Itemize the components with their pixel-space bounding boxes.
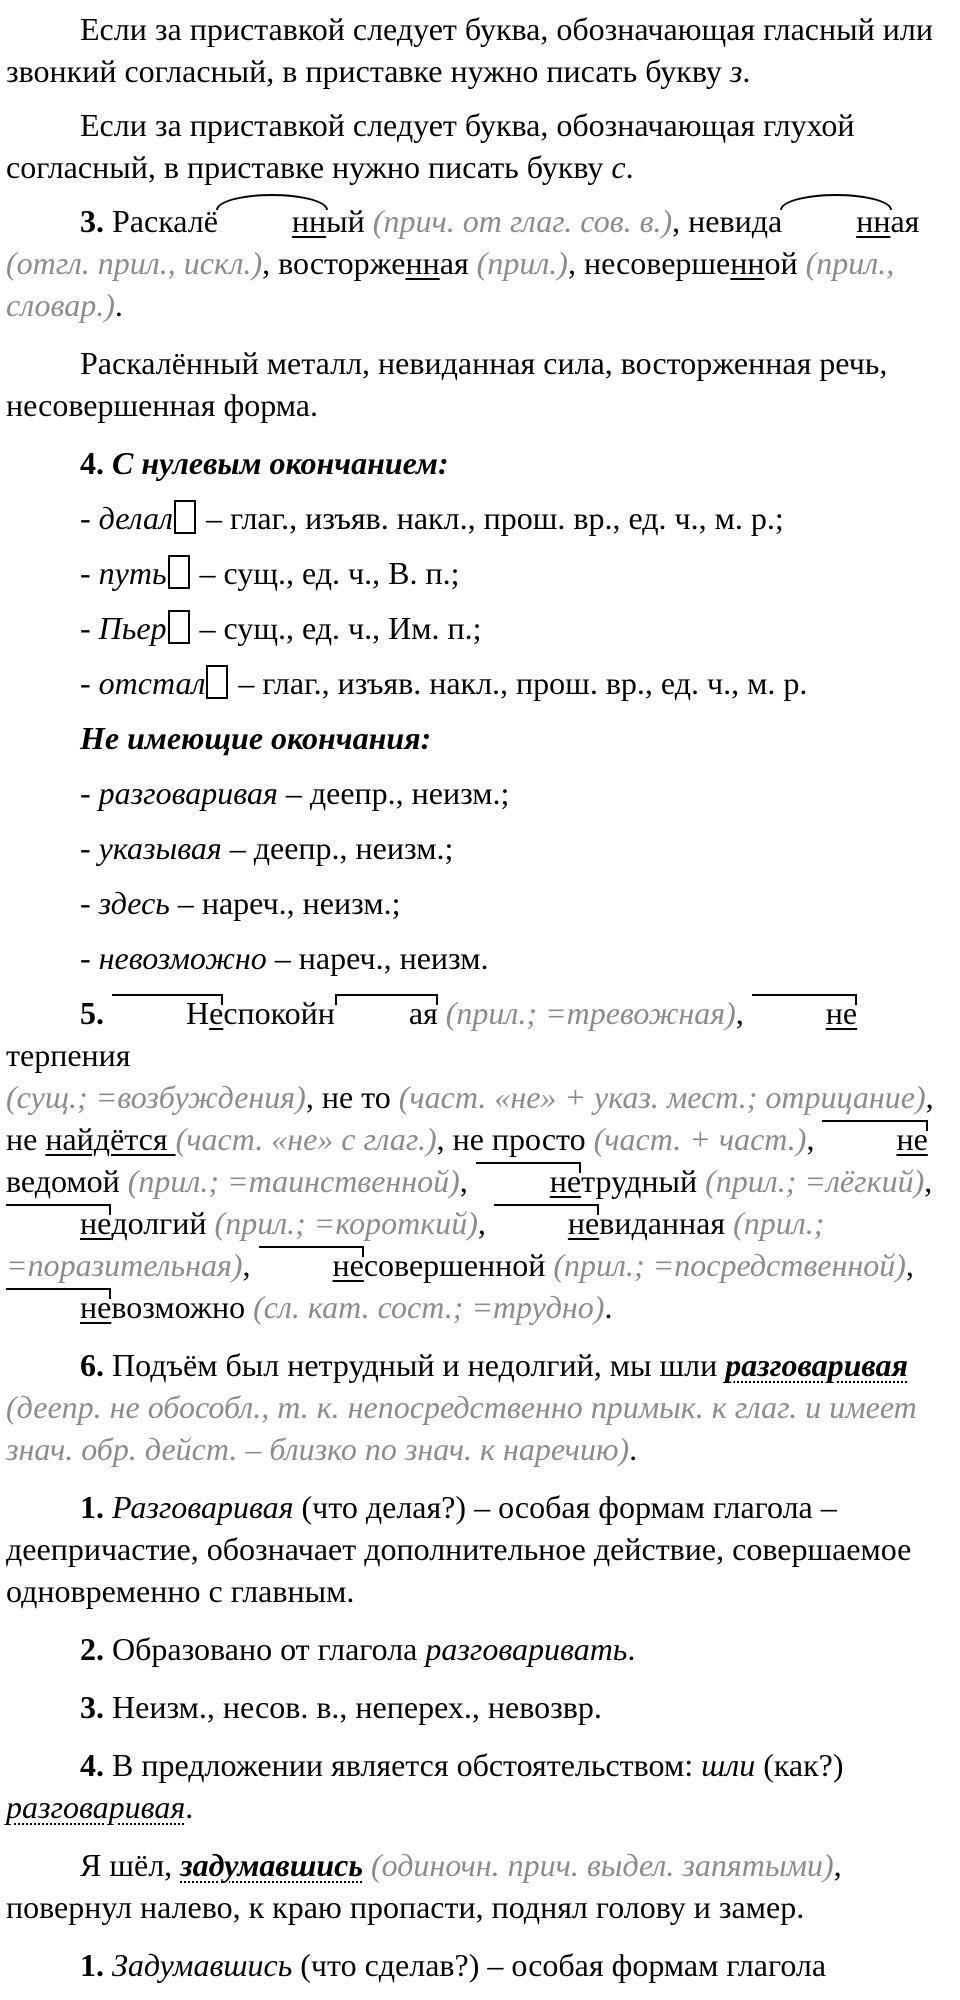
analysis-point-4 (6, 1744, 956, 1828)
grammar-note: (част. «не» + указ. мест.; отрицание) (398, 1079, 926, 1115)
grammar-note: (прил.; =посредственной) (553, 1247, 906, 1283)
dash: - (80, 775, 99, 811)
word-part: виданная (599, 1205, 734, 1241)
section-3-sentence: Раскалённый металл, невиданная сила, восторженная речь, несовершенная форма. (6, 345, 888, 423)
dash: - (80, 500, 99, 536)
punct: . (604, 1289, 613, 1325)
grammar-note: (прил.) (476, 245, 568, 281)
dash: - (80, 830, 99, 866)
analysis-text: (что делая?) – особая формам глагола – деепричастие, обозначает дополнительное действие, совершаемое одновременно с главным. (6, 1489, 912, 1609)
double-n: нн (405, 245, 440, 281)
adverbial-word: разговаривая (6, 1789, 186, 1825)
section-3 (6, 200, 956, 326)
point-number: 3. (80, 1689, 104, 1725)
adverbial-word: разговаривая (725, 1347, 908, 1383)
prefix-mark: не (494, 1202, 599, 1244)
point-number: 4. (80, 1747, 104, 1783)
list-word: указывая (98, 830, 222, 866)
section-number: 3. (80, 203, 104, 239)
list-desc: – сущ., ед. ч., Им. п.; (191, 610, 482, 646)
double-n: нн (856, 203, 891, 239)
word-part: долгий (111, 1205, 215, 1241)
grammar-note: (прил.; =поразительная) (6, 1205, 825, 1283)
analysis-word: разговаривать (425, 1631, 628, 1667)
list-word: путь (98, 555, 167, 591)
prefix-mark: не (752, 992, 857, 1034)
analysis-text: (что сделав?) – особая формам глагола (292, 1947, 827, 1983)
analysis-text: (как?) (755, 1747, 844, 1783)
grammar-note: (част. + част.) (593, 1121, 807, 1157)
analysis-text: В предложении является обстоятельством: (104, 1747, 702, 1783)
word-part: Н (186, 995, 210, 1031)
word-part: трудный (581, 1163, 706, 1199)
list-word: невозможно (98, 940, 267, 976)
word-part: терпения (6, 1037, 131, 1073)
word-part: совершенной (363, 1247, 554, 1283)
prefix-mark: не (476, 1160, 581, 1202)
suffix-mark (218, 200, 326, 242)
list-item (6, 937, 956, 979)
adverbial-word: задумавшись (180, 1847, 363, 1883)
word-part: ая (890, 203, 920, 239)
section-7-sentence (6, 1844, 956, 1928)
punct: , (477, 1205, 494, 1241)
grammar-note: (сл. кат. сост.; =трудно) (253, 1289, 605, 1325)
prefix-mark: не (259, 1244, 364, 1286)
word-part: , несовершe (567, 245, 731, 281)
word-part: , не то (305, 1079, 399, 1115)
grammar-note: (сущ.; =возбуждения) (6, 1079, 306, 1115)
list-desc: – глаг., изъяв. накл., прош. вр., ед. ч., м. р. (230, 665, 808, 701)
ending-mark (335, 992, 438, 1034)
grammar-note: (прич. от глаг. сов. в.) (372, 203, 673, 239)
paragraph-rule-s (6, 104, 956, 188)
paragraph-rule-z (6, 8, 956, 92)
word-part: ведомой (6, 1163, 128, 1199)
analysis-word: Разговаривая (112, 1489, 294, 1525)
punct: , (242, 1247, 259, 1283)
sentence-text: , повернул налево, к краю пропасти, поднял голову и замер. (6, 1847, 842, 1925)
word-part: , не просто (436, 1121, 594, 1157)
prefix-mark (112, 992, 223, 1034)
dash: - (80, 555, 99, 591)
section-number: 4. (80, 445, 104, 481)
grammar-note: (отгл. прил., искл.) (6, 245, 263, 281)
sentence-text: Подъём был нетрудный и недолгий, мы шли (104, 1347, 726, 1383)
zero-ending-box (168, 610, 190, 644)
section-4-heading-2 (6, 717, 956, 759)
punct: . (185, 1789, 194, 1825)
document-page (6, 8, 956, 1986)
list-item (6, 827, 956, 869)
list-word: отстал (98, 665, 206, 701)
list-desc: – нареч., неизм.; (169, 885, 401, 921)
analysis-text: Образовано от глагола (104, 1631, 426, 1667)
grammar-note: (прил., словар.) (6, 245, 895, 323)
rule-letter: з (729, 53, 743, 89)
word-part: , не (6, 1079, 934, 1157)
word-part: найдётся (45, 1121, 176, 1157)
list-word: Пьер (98, 610, 167, 646)
rule-text: Если за приставкой следует буква, обозначающая глухой согласный, в приставке нужно писать букву (6, 107, 855, 185)
analysis-point-1 (6, 1486, 956, 1612)
double-n: нн (291, 203, 327, 239)
dash: - (80, 610, 99, 646)
analysis-point-1b (6, 1944, 956, 1986)
word-part: ый (326, 203, 365, 239)
word-part: , невида (672, 203, 783, 239)
section-6 (6, 1344, 956, 1470)
word-part: , восторже (262, 245, 406, 281)
dash: - (80, 885, 99, 921)
list-word: разговаривая (98, 775, 278, 811)
list-desc: – нареч., неизм. (266, 940, 489, 976)
word-raskalennyi (112, 203, 365, 239)
section-4-heading (6, 442, 956, 484)
rule-text: Если за приставкой следует буква, обозначающая гласный или звонкий согласный, в приставке нужно писать букву (6, 11, 933, 89)
word-part: ой (764, 245, 798, 281)
analysis-point-3 (6, 1686, 956, 1728)
double-n: нн (730, 245, 765, 281)
word-part: Раскалё (112, 203, 218, 239)
list-desc: – деепр., неизм.; (221, 830, 454, 866)
word-part: спокойн (223, 995, 335, 1031)
punct: . (629, 1431, 638, 1467)
analysis-word: Задумавшись (112, 1947, 293, 1983)
zero-ending-box (206, 665, 228, 699)
prefix-mark: не (6, 1202, 111, 1244)
grammar-note: (прил.; =короткий) (214, 1205, 478, 1241)
word-part: возможно (111, 1289, 254, 1325)
list-word: здесь (98, 885, 170, 921)
zero-ending-box (168, 555, 190, 589)
punct: . (114, 287, 123, 323)
suffix-mark (782, 200, 890, 242)
list-heading: Не имеющие окончания: (80, 720, 432, 756)
grammar-note: (прил.; =таинственной) (127, 1163, 460, 1199)
grammar-note: (прил.; =тревожная) (445, 995, 736, 1031)
list-heading: С нулевым окончанием: (112, 445, 449, 481)
section-5 (6, 992, 956, 1328)
word-part: ая (439, 245, 469, 281)
zero-ending-box (174, 500, 196, 534)
point-number: 2. (80, 1631, 104, 1667)
list-desc: – деепр., неизм.; (277, 775, 510, 811)
list-item (6, 662, 956, 704)
list-word: делал (98, 500, 173, 536)
dash: - (80, 940, 99, 976)
grammar-note: (одиночн. прич. выдел. запятыми) (363, 1847, 834, 1883)
grammar-note: (част. «не» с глаг.) (175, 1121, 437, 1157)
punct: , (905, 1247, 914, 1283)
word-part: ая (408, 995, 438, 1031)
list-desc: – глаг., изъяв. накл., прош. вр., ед. ч., м. р.; (197, 500, 784, 536)
punct: . (627, 1631, 636, 1667)
prefix-mark: не (6, 1286, 111, 1328)
prefix-mark: не (822, 1118, 927, 1160)
grammar-note: (деепр. не обособл., т. к. непосредственно примык. к глаг. и имеет знач. обр. дейст. – близко по знач. к наречию) (6, 1389, 917, 1467)
list-item (6, 497, 956, 539)
point-number: 1. (80, 1489, 104, 1525)
punct: , (459, 1163, 476, 1199)
grammar-note: (прил.; =лёгкий) (705, 1163, 925, 1199)
dash: - (80, 665, 99, 701)
analysis-point-2 (6, 1628, 956, 1670)
section-number: 6. (80, 1347, 104, 1383)
punct: . (625, 149, 634, 185)
list-item (6, 552, 956, 594)
list-item (6, 607, 956, 649)
section-number: 5. (80, 995, 104, 1031)
sentence-text: Я шёл, (80, 1847, 181, 1883)
punct: . (742, 53, 751, 89)
punct: , (735, 995, 752, 1031)
analysis-word: шли (701, 1747, 756, 1783)
list-item (6, 772, 956, 814)
list-item (6, 882, 956, 924)
point-number: 1. (80, 1947, 104, 1983)
analysis-text: Неизм., несов. в., неперех., невозвр. (104, 1689, 602, 1725)
word-part: е (209, 995, 224, 1031)
punct: , (924, 1163, 933, 1199)
list-desc: – сущ., ед. ч., В. п.; (191, 555, 460, 591)
rule-letter: с (611, 149, 626, 185)
punct: , (806, 1121, 823, 1157)
